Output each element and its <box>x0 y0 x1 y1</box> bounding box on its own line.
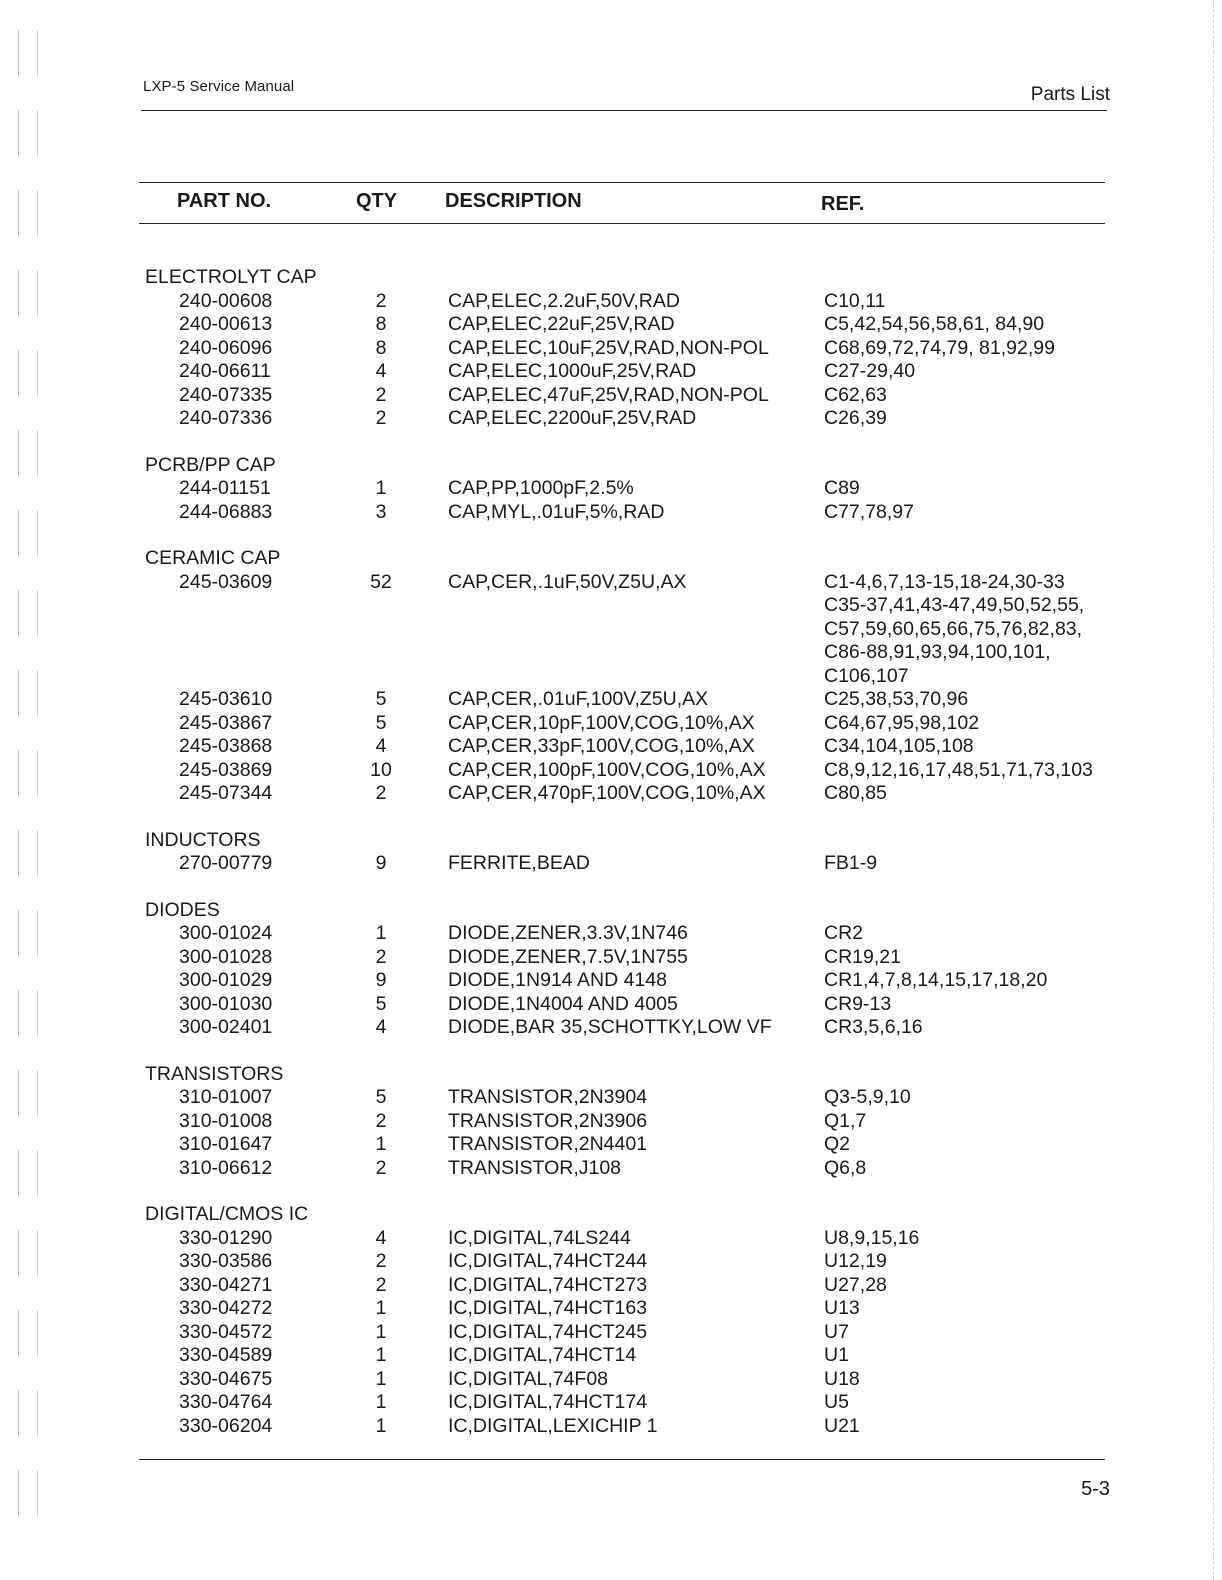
reference-designators: C86-88,91,93,94,100,101, <box>824 641 1051 663</box>
description: IC,DIGITAL,74HCT244 <box>448 1250 648 1272</box>
description: IC,DIGITAL,74F08 <box>448 1367 609 1390</box>
description: CAP,MYL,.01uF,5%,RAD <box>448 500 665 523</box>
description: CAP,ELEC,22uF,25V,RAD <box>448 313 675 335</box>
section-title: PCRB/PP CAP <box>145 453 276 476</box>
description: TRANSISTOR,2N3904 <box>448 1086 648 1108</box>
table-row <box>0 290 1222 314</box>
reference-designators: U1 <box>824 1344 849 1366</box>
reference-designators: C89 <box>824 477 860 499</box>
table-row <box>0 993 1222 1017</box>
section-heading <box>0 547 1222 571</box>
part-number: 240-07335 <box>179 383 273 406</box>
quantity: 2 <box>375 1250 387 1272</box>
part-number: 240-06611 <box>179 360 271 382</box>
description: IC,DIGITAL,74LS244 <box>448 1226 631 1249</box>
description: CAP,ELEC,2.2uF,50V,RAD <box>448 289 680 312</box>
description: CAP,CER,.1uF,50V,Z5U,AX <box>448 570 687 593</box>
description: CAP,CER,470pF,100V,COG,10%,AX <box>448 782 766 804</box>
table-row-continuation <box>0 665 1222 689</box>
part-number: 245-03869 <box>179 758 273 781</box>
reference-designators: C10,11 <box>824 289 886 312</box>
table-row <box>0 360 1222 384</box>
description: DIODE,ZENER,7.5V,1N755 <box>448 945 688 968</box>
part-number: 245-03868 <box>179 735 273 757</box>
reference-designators: U13 <box>824 1297 860 1319</box>
table-bottom-rule <box>139 1459 1105 1460</box>
description: TRANSISTOR,2N3906 <box>448 1109 648 1132</box>
table-row <box>0 1297 1222 1321</box>
table-row <box>0 313 1222 337</box>
quantity: 2 <box>375 1156 387 1179</box>
col-header-part-no: PART NO. <box>177 190 272 212</box>
quantity: 3 <box>375 500 387 523</box>
table-row <box>0 1133 1222 1157</box>
table-row <box>0 946 1222 970</box>
quantity: 1 <box>375 1133 387 1155</box>
description: DIODE,1N914 AND 4148 <box>448 969 667 991</box>
quantity: 10 <box>370 758 392 781</box>
part-number: 330-06204 <box>179 1414 273 1437</box>
part-number: 240-00613 <box>179 313 273 335</box>
reference-designators: C1-4,6,7,13-15,18-24,30-33 <box>824 570 1065 593</box>
table-row <box>0 735 1222 759</box>
table-row <box>0 1321 1222 1345</box>
table-row <box>0 712 1222 736</box>
reference-designators: U21 <box>824 1414 860 1437</box>
reference-designators: C8,9,12,16,17,48,51,71,73,103 <box>824 758 1093 781</box>
quantity: 1 <box>375 1297 387 1319</box>
quantity: 5 <box>375 711 387 734</box>
reference-designators: U27,28 <box>824 1273 887 1296</box>
binding-slot <box>18 110 38 156</box>
table-row <box>0 1344 1222 1368</box>
part-number: 300-02401 <box>179 1016 273 1038</box>
description: CAP,CER,33pF,100V,COG,10%,AX <box>448 735 755 757</box>
part-number: 330-03586 <box>179 1250 273 1272</box>
reference-designators: U18 <box>824 1367 860 1390</box>
part-number: 330-04272 <box>179 1297 273 1319</box>
section-heading <box>0 454 1222 478</box>
description: CAP,ELEC,1000uF,25V,RAD <box>448 360 697 382</box>
table-row <box>0 759 1222 783</box>
description: CAP,CER,100pF,100V,COG,10%,AX <box>448 758 766 781</box>
part-number: 330-04572 <box>179 1320 273 1343</box>
description: CAP,PP,1000pF,2.5% <box>448 477 634 499</box>
table-row <box>0 384 1222 408</box>
manual-title: LXP-5 Service Manual <box>143 78 295 95</box>
section-heading <box>0 1063 1222 1087</box>
quantity: 5 <box>375 992 387 1015</box>
section-heading <box>0 829 1222 853</box>
description: CAP,ELEC,2200uF,25V,RAD <box>448 407 697 429</box>
table-row <box>0 1086 1222 1110</box>
description: IC,DIGITAL,74HCT273 <box>448 1273 648 1296</box>
description: DIODE,BAR 35,SCHOTTKY,LOW VF <box>448 1016 772 1038</box>
quantity: 52 <box>370 570 392 593</box>
quantity: 1 <box>375 1344 387 1366</box>
table-row <box>0 337 1222 361</box>
table-row <box>0 688 1222 712</box>
reference-designators: CR19,21 <box>824 945 901 968</box>
description: CAP,ELEC,47uF,25V,RAD,NON-POL <box>448 383 769 406</box>
description: TRANSISTOR,J108 <box>448 1156 622 1179</box>
part-number: 300-01028 <box>179 945 273 968</box>
col-header-description: DESCRIPTION <box>445 190 582 212</box>
part-number: 240-06096 <box>179 336 273 359</box>
page-number: 5-3 <box>1081 1478 1110 1500</box>
quantity: 8 <box>375 313 387 335</box>
table-row <box>0 501 1222 525</box>
quantity: 2 <box>375 945 387 968</box>
description: CAP,CER,10pF,100V,COG,10%,AX <box>448 711 755 734</box>
header-rule <box>141 110 1107 111</box>
table-row-continuation <box>0 641 1222 665</box>
quantity: 4 <box>375 1226 387 1249</box>
reference-designators: U8,9,15,16 <box>824 1226 920 1249</box>
section-title: DIGITAL/CMOS IC <box>145 1203 309 1225</box>
reference-designators: C26,39 <box>824 407 887 429</box>
table-row-continuation <box>0 594 1222 618</box>
table-top-rule <box>139 182 1105 183</box>
part-number: 300-01029 <box>179 969 273 991</box>
reference-designators: C68,69,72,74,79, 81,92,99 <box>824 336 1055 359</box>
part-number: 270-00779 <box>179 852 273 874</box>
reference-designators: C5,42,54,56,58,61, 84,90 <box>824 313 1045 335</box>
table-row <box>0 571 1222 595</box>
quantity: 1 <box>375 477 387 499</box>
part-number: 245-03867 <box>179 711 273 734</box>
part-number: 310-06612 <box>179 1156 273 1179</box>
part-number: 240-00608 <box>179 289 273 312</box>
reference-designators: C35-37,41,43-47,49,50,52,55, <box>824 594 1085 616</box>
quantity: 4 <box>375 1016 387 1038</box>
description: TRANSISTOR,2N4401 <box>448 1133 648 1155</box>
reference-designators: U5 <box>824 1391 849 1413</box>
reference-designators: C34,104,105,108 <box>824 735 974 757</box>
description: IC,DIGITAL,74HCT163 <box>448 1297 648 1319</box>
description: DIODE,ZENER,3.3V,1N746 <box>448 922 688 944</box>
reference-designators: C80,85 <box>824 782 887 804</box>
quantity: 1 <box>375 1414 387 1437</box>
reference-designators: C77,78,97 <box>824 500 914 523</box>
part-number: 244-01151 <box>179 477 271 499</box>
part-number: 245-03610 <box>179 688 273 710</box>
table-row <box>0 1016 1222 1040</box>
quantity: 5 <box>375 688 387 710</box>
reference-designators: Q2 <box>824 1133 851 1155</box>
description: IC,DIGITAL,74HCT245 <box>448 1320 648 1343</box>
quantity: 2 <box>375 407 387 429</box>
description: FERRITE,BEAD <box>448 852 590 874</box>
part-number: 330-04589 <box>179 1344 273 1366</box>
reference-designators: FB1-9 <box>824 852 878 874</box>
part-number: 244-06883 <box>179 500 273 523</box>
description: IC,DIGITAL,LEXICHIP 1 <box>448 1414 658 1437</box>
table-row <box>0 1391 1222 1415</box>
quantity: 2 <box>375 782 387 804</box>
part-number: 300-01030 <box>179 992 273 1015</box>
table-row-continuation <box>0 618 1222 642</box>
quantity: 4 <box>375 360 387 382</box>
part-number: 310-01008 <box>179 1109 273 1132</box>
section-title: TRANSISTORS <box>145 1062 284 1085</box>
table-row <box>0 1368 1222 1392</box>
table-row <box>0 477 1222 501</box>
binding-slot <box>18 1470 38 1516</box>
description: IC,DIGITAL,74HCT14 <box>448 1344 637 1366</box>
quantity: 2 <box>375 289 387 312</box>
col-header-qty: QTY <box>356 190 398 212</box>
binding-slot <box>18 190 38 236</box>
part-number: 310-01007 <box>179 1086 273 1108</box>
col-header-ref: REF. <box>821 193 865 215</box>
reference-designators: C62,63 <box>824 383 887 406</box>
section-heading <box>0 266 1222 290</box>
table-row <box>0 969 1222 993</box>
reference-designators: C57,59,60,65,66,75,76,82,83, <box>824 617 1083 640</box>
quantity: 5 <box>375 1086 387 1108</box>
table-row <box>0 1157 1222 1181</box>
reference-designators: CR3,5,6,16 <box>824 1016 923 1038</box>
quantity: 1 <box>375 1391 387 1413</box>
reference-designators: U7 <box>824 1320 849 1343</box>
table-header-rule <box>139 223 1105 224</box>
reference-designators: CR9-13 <box>824 992 892 1015</box>
part-number: 330-04271 <box>179 1273 273 1296</box>
part-number: 300-01024 <box>179 922 273 944</box>
part-number: 330-04675 <box>179 1367 273 1390</box>
reference-designators: CR2 <box>824 922 864 944</box>
section-title: CERAMIC CAP <box>145 547 281 569</box>
part-number: 245-03609 <box>179 570 273 593</box>
part-number: 330-01290 <box>179 1226 273 1249</box>
table-row <box>0 1110 1222 1134</box>
reference-designators: Q6,8 <box>824 1156 867 1179</box>
section-title: INDUCTORS <box>145 828 261 851</box>
reference-designators: C25,38,53,70,96 <box>824 688 969 710</box>
description: IC,DIGITAL,74HCT174 <box>448 1391 648 1413</box>
table-row <box>0 852 1222 876</box>
reference-designators: C27-29,40 <box>824 360 916 382</box>
part-number: 330-04764 <box>179 1391 273 1413</box>
quantity: 1 <box>375 1367 387 1390</box>
part-number: 245-07344 <box>179 782 273 804</box>
table-row <box>0 407 1222 431</box>
quantity: 2 <box>375 383 387 406</box>
reference-designators: CR1,4,7,8,14,15,17,18,20 <box>824 969 1048 991</box>
section-title: Parts List <box>1030 84 1110 105</box>
reference-designators: C64,67,95,98,102 <box>824 711 980 734</box>
quantity: 1 <box>375 922 387 944</box>
reference-designators: Q1,7 <box>824 1109 867 1132</box>
description: CAP,ELEC,10uF,25V,RAD,NON-POL <box>448 336 769 359</box>
quantity: 9 <box>375 852 387 874</box>
quantity: 8 <box>375 336 387 359</box>
quantity: 2 <box>375 1273 387 1296</box>
table-row <box>0 1250 1222 1274</box>
part-number: 240-07336 <box>179 407 273 429</box>
section-title: DIODES <box>145 898 220 921</box>
section-title: ELECTROLYT CAP <box>145 266 317 288</box>
quantity: 9 <box>375 969 387 991</box>
table-row <box>0 1415 1222 1439</box>
table-row <box>0 922 1222 946</box>
reference-designators: Q3-5,9,10 <box>824 1086 911 1108</box>
table-row <box>0 1274 1222 1298</box>
table-row <box>0 782 1222 806</box>
description: CAP,CER,.01uF,100V,Z5U,AX <box>448 688 709 710</box>
section-heading <box>0 1203 1222 1227</box>
description: DIODE,1N4004 AND 4005 <box>448 992 678 1015</box>
reference-designators: C106,107 <box>824 664 909 687</box>
quantity: 1 <box>375 1320 387 1343</box>
binding-slot <box>18 30 38 76</box>
quantity: 4 <box>375 735 387 757</box>
quantity: 2 <box>375 1109 387 1132</box>
section-heading <box>0 899 1222 923</box>
reference-designators: U12,19 <box>824 1250 887 1272</box>
table-row <box>0 1227 1222 1251</box>
part-number: 310-01647 <box>179 1133 273 1155</box>
